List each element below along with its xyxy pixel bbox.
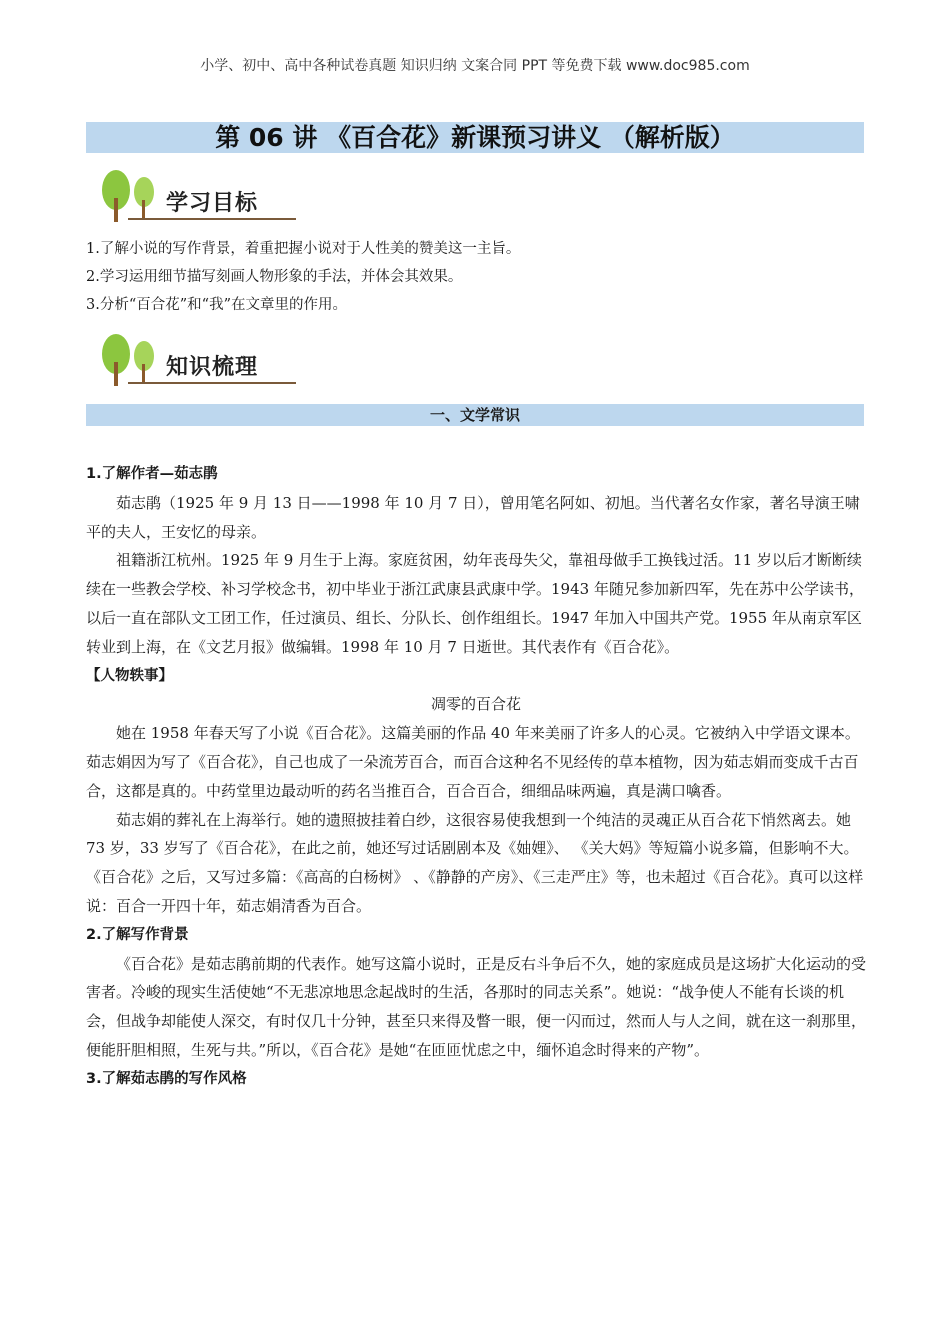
goals-badge-label: 学习目标 [166, 191, 259, 216]
paragraph: 茹志娟的葬礼在上海举行。她的遗照披挂着白纱，这很容易使我想到一个纯洁的灵魂正从百合花下悄然离去。她 73 岁，33 岁写了《百合花》，在此之前，她还写过话剧剧本及《妯娌》、 《关大妈》等短篇小说多篇，但影响不大。《百合花》之后，又写过多篇：《高高的白杨树》 、《静静的产房》、《三走严庄》等，也未超过《百合花》。真可以这样说：百合一开四十年，茹志娟清香为百合。 [86, 810, 864, 915]
subheading-style: 3.了解茹志鹃的写作风格 [86, 1070, 247, 1087]
subheading-author: 1.了解作者—茹志鹃 [86, 466, 218, 482]
goals-badge [98, 168, 298, 224]
paragraph: 茹志鹃（1925 年 9 月 13 日——1998 年 10 月 7 日），曾用笔名阿如、初旭。当代著名女作家，著名导演王啸平的夫人，王安忆的母亲。 [86, 493, 860, 541]
paragraph: 祖籍浙江杭州。1925 年 9 月生于上海。家庭贫困，幼年丧母失父，靠祖母做手工换钱过活。11 岁以后才断断续续在一些教会学校、补习学校念书，初中毕业于浙江武康县武康中学。1943 年随兄参加新四军，先在苏中公学读书，以后一直在部队文工团工作，任过演员、组长、分队长、创作组组长。1947 年加入中国共产党。1955 年从南京军区转业到上海，在《文艺月报》做编辑。1998 年 10 月 7 日逝世。其代表作有《百合花》。 [86, 551, 864, 656]
anecdote-title: 凋零的百合花 [430, 695, 521, 714]
tree-icon [98, 332, 168, 388]
goal-item: 1.了解小说的写作背景，着重把握小说对于人性美的赞美这一主旨。 [86, 241, 521, 257]
paragraph: 她在 1958 年春天写了小说《百合花》。这篇美丽的作品 40 年来美丽了许多人的心灵。它被纳入中学语文课本。茹志娟因为写了《百合花》，自己也成了一朵流芳百合，而百合这种名不见经传的草本植物，因为茹志娟而变成千古百合，这都是真的。中药堂里边最动听的药名当推百合，百合百合，细细品味两遍，真是满口噙香。 [86, 724, 860, 800]
knowledge-badge [98, 332, 298, 388]
anecdote-label: 【人物轶事】 [86, 667, 173, 684]
knowledge-badge-label: 知识梳理 [166, 355, 259, 380]
page-title-bar [86, 122, 864, 153]
goal-item: 3.分析“百合花”和“我”在文章里的作用。 [86, 297, 347, 313]
section-content [86, 460, 866, 1094]
goals-list [86, 240, 866, 324]
badge-underline [128, 218, 296, 220]
goal-item: 2.学习运用细节描写刻画人物形象的手法，并体会其效果。 [86, 269, 463, 285]
site-header: 小学、初中、高中各种试卷真题 知识归纳 文案合同 PPT 等免费下载 www.doc985.com [200, 58, 750, 74]
badge-underline [128, 382, 296, 384]
section-heading: 一、文学常识 [429, 406, 520, 424]
section-heading-bar [86, 404, 864, 426]
tree-icon [98, 168, 168, 224]
page-title: 第 06 讲 《百合花》新课预习讲义 （解析版） [215, 123, 735, 152]
subheading-background: 2.了解写作背景 [86, 926, 189, 943]
paragraph: 《百合花》是茹志鹃前期的代表作。她写这篇小说时，正是反右斗争后不久，她的家庭成员是这场扩大化运动的受害者。冷峻的现实生活使她“不无悲凉地思念起战时的生活，各那时的同志关系”。她说：“战争使人不能有长谈的机会，但战争却能使人深交，有时仅几十分钟，甚至只来得及瞥一眼，便一闪而过，然而人与人之间，就在这一刹那里，便能肝胆相照，生死与共。”所以，《百合花》是她“在匝匝忧虑之中，缅怀追念时得来的产物”。 [86, 954, 867, 1059]
